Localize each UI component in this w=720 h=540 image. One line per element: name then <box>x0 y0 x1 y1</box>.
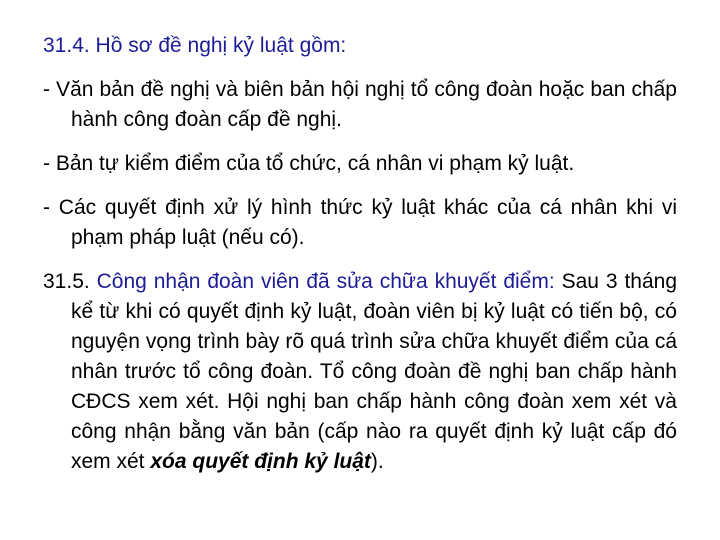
bullet-item-van-ban-de-nghi: - Văn bản đề nghị và biên bản hội nghị tổ công đoàn hoặc ban chấp hành công đoàn cấp đề nghị. <box>43 78 677 131</box>
bullet-item-ban-tu-kiem-diem: - Bản tự kiểm điểm của tổ chức, cá nhân vi phạm kỷ luật. <box>43 152 575 175</box>
paragraph-31-5 <box>43 267 677 477</box>
section-number-31-5: 31.5. <box>43 270 97 293</box>
bullet-item-cac-quyet-dinh: - Các quyết định xử lý hình thức kỷ luật khác của cá nhân khi vi phạm pháp luật (nếu có). <box>43 196 677 249</box>
section-closing-31-5: ). <box>370 450 384 473</box>
section-heading-31-4: 31.4. Hồ sơ đề nghị kỷ luật gồm: <box>43 34 347 57</box>
section-body-31-5: Sau 3 tháng kể từ khi có quyết định kỷ luật, đoàn viên bị kỷ luật có tiến bộ, có nguyện vọng trình bày rõ quá trình sửa chữa khuyết điểm của cá nhân trước tổ công đoàn. Tổ công đoàn đề nghị ban chấp hành CĐCS xem xét. Hội nghị ban chấp hành công đoàn xem xét và công nhận bằng văn bản (cấp nào ra quyết định kỷ luật cấp đó xem xét <box>71 270 677 473</box>
section-emphasis-31-5: xóa quyết định kỷ luật <box>150 450 371 473</box>
section-heading-31-5: Công nhận đoàn viên đã sửa chữa khuyết điểm: <box>96 270 555 293</box>
